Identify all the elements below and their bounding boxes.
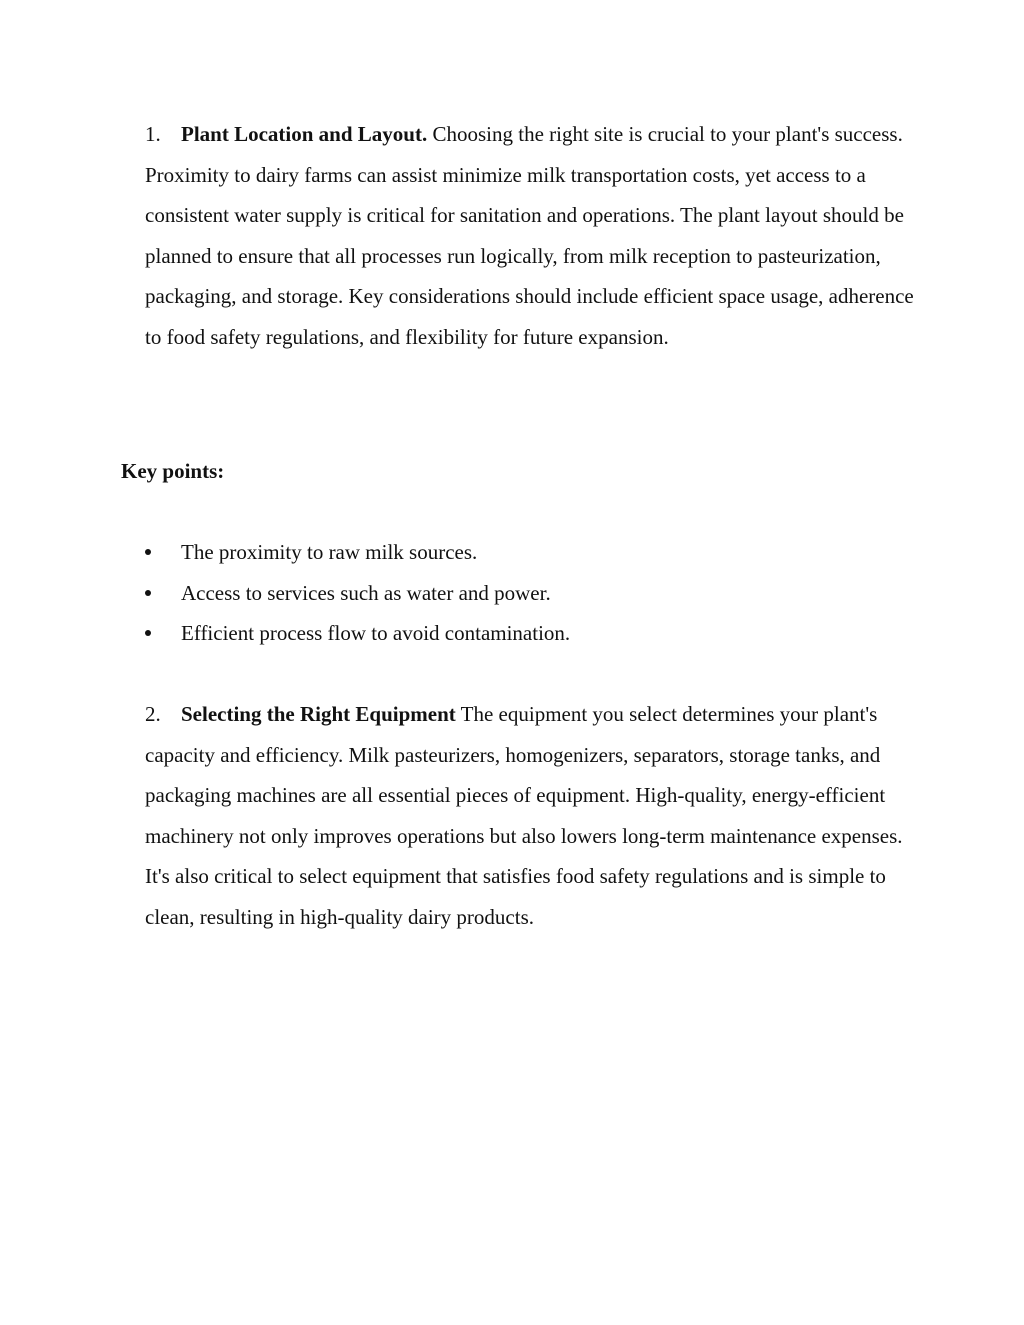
list-item-text: The proximity to raw milk sources. — [181, 540, 478, 564]
section-number: 2. — [145, 702, 161, 726]
bullet-icon — [145, 630, 151, 636]
list-item-text: Efficient process flow to avoid contamination. — [181, 621, 571, 645]
section-title: Plant Location and Layout. — [181, 122, 428, 146]
section-number: 1. — [145, 122, 161, 146]
section-body: Choosing the right site is crucial to your plant's success. Proximity to dairy farms can assist minimize milk transportation costs, yet access to a consistent water supply is critical for sanitation and operations. The plant layout should be planned to ensure that all processes run logically, from milk reception to pasteurization, packaging, and storage. Key considerations should include efficient space usage, adherence to food safety regulations, and flexibility for future expansion. — [145, 122, 914, 349]
section-plant-location — [145, 114, 920, 357]
key-points-heading: Key points: — [121, 459, 225, 483]
bullet-icon — [145, 590, 151, 596]
bullet-icon — [145, 549, 151, 555]
list-item — [145, 613, 570, 654]
section-equipment — [145, 694, 920, 937]
key-points-list — [145, 532, 570, 654]
list-item-text: Access to services such as water and power. — [181, 580, 551, 605]
list-item — [145, 573, 570, 614]
section-body: The equipment you select determines your plant's capacity and efficiency. Milk pasteurizers, homogenizers, separators, storage tanks, and packaging machines are all essential pieces of equipment. High-quality, energy-efficient machinery not only improves operations but also lowers long-term maintenance expenses. It's also critical to select equipment that satisfies food safety regulations and is simple to clean, resulting in high-quality dairy products. — [145, 702, 903, 929]
list-item — [145, 532, 570, 573]
section-title: Selecting the Right Equipment — [181, 702, 456, 726]
